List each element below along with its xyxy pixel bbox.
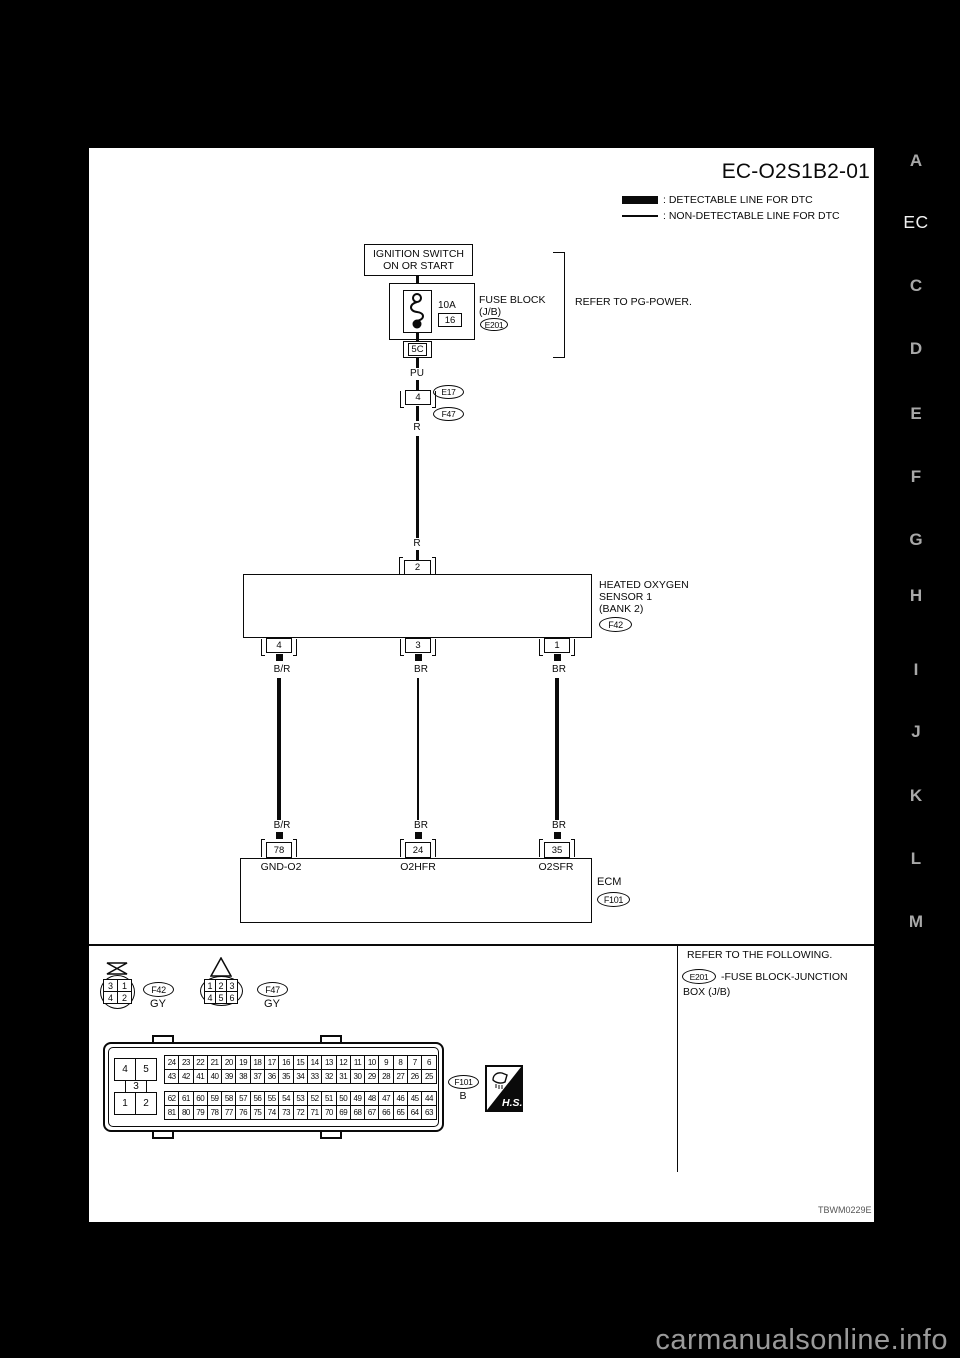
plug-tab: [152, 1035, 174, 1044]
pin-cell: 8: [393, 1055, 408, 1070]
pin-cell: 75: [250, 1105, 265, 1120]
pin-cell: 22: [193, 1055, 208, 1070]
refer-following-line1: -FUSE BLOCK-JUNCTION: [721, 971, 848, 983]
pin-cell: 68: [350, 1105, 365, 1120]
sensor-pin-2-connector: [404, 560, 431, 575]
plug-key-cell-5: 5: [135, 1058, 157, 1081]
wire-branch-2: [555, 678, 559, 820]
pin-cell: 21: [207, 1055, 222, 1070]
ecm-name-label: ECM: [597, 876, 622, 888]
f42-pin-grid: [103, 979, 132, 1004]
pin-cell: 10: [364, 1055, 379, 1070]
sensor-name-line1: HEATED OXYGEN: [599, 579, 689, 591]
f47-color-label: GY: [264, 998, 280, 1010]
pin-cell: 27: [393, 1069, 408, 1084]
wire-color-r-upper: R: [413, 422, 421, 433]
wire-long-run: [416, 436, 420, 538]
f47-key-triangle-icon: [210, 957, 232, 977]
ecm-pin-78-number: 78: [266, 842, 292, 858]
pin-cell: 70: [321, 1105, 336, 1120]
fuse-number-box: 16: [438, 313, 462, 327]
pg-power-bracket: [553, 252, 565, 358]
wire-color-br3-bottom: BR: [552, 820, 566, 831]
ecm-pin-78-connector: [266, 842, 292, 858]
wire-color-br3-top: BR: [552, 664, 566, 675]
pin-cell: 4: [204, 991, 216, 1004]
connector-tag-f42: F42: [599, 617, 632, 632]
refer-following-title: REFER TO THE FOLLOWING.: [687, 949, 833, 961]
plug-tab: [152, 1130, 174, 1139]
fuse-block-pin-5c-label: 5C: [408, 343, 426, 356]
pin-cell: 4: [103, 991, 118, 1004]
pin-cell: 53: [293, 1091, 308, 1106]
f42-color-label: GY: [150, 998, 166, 1010]
legend-non-detectable-label: : NON-DETECTABLE LINE FOR DTC: [663, 210, 840, 222]
plug-key-cell-2: 2: [135, 1092, 157, 1115]
pin-cell: 77: [221, 1105, 236, 1120]
pin-cell: 80: [178, 1105, 193, 1120]
pin-cell: 81: [164, 1105, 179, 1120]
wire-stub: [554, 832, 561, 839]
plug-pin-grid-upper: [164, 1055, 437, 1084]
pin-cell: 20: [221, 1055, 236, 1070]
pin-cell: 69: [336, 1105, 351, 1120]
pin-cell: 14: [307, 1055, 322, 1070]
pin-cell: 43: [164, 1069, 179, 1084]
hs-harness-side-icon: [485, 1065, 523, 1112]
pin-cell: 25: [421, 1069, 436, 1084]
ignition-switch-line1: IGNITION SWITCH: [373, 248, 464, 260]
sensor-pin-4-connector: [266, 638, 292, 653]
pin-cell: 71: [307, 1105, 322, 1120]
section-tab-a: A: [909, 151, 923, 170]
refer-pg-power-note: REFER TO PG-POWER.: [575, 296, 692, 308]
section-divider-horizontal: [89, 944, 874, 946]
sensor-pin-2-number: 2: [404, 560, 431, 575]
wiring-diagram-page: [89, 148, 874, 1222]
connector-tag-f47-detail: F47: [257, 982, 288, 997]
ecm-signal-o2hfr: O2HFR: [400, 861, 436, 873]
thin-line-swatch: [622, 215, 658, 218]
fuse-block-box: [389, 283, 475, 340]
ignition-switch-line2: ON OR START: [383, 260, 454, 272]
wire-color-br2-top: BR: [414, 664, 428, 675]
connector-tag-f42-detail: F42: [143, 982, 174, 997]
connector-tag-f101-detail: F101: [448, 1075, 479, 1089]
wire-stub: [554, 654, 561, 661]
pin-cell: 60: [193, 1091, 208, 1106]
pin-cell: 2: [215, 979, 227, 992]
wire-color-br1-top: B/R: [273, 664, 291, 675]
wire-color-br2-bottom: BR: [414, 820, 428, 831]
ecm-signal-o2sfr: O2SFR: [538, 861, 574, 873]
ecm-pin-24-connector: [405, 842, 431, 858]
diagram-title: EC-O2S1B2-01: [721, 160, 870, 183]
section-divider-vertical: [677, 945, 678, 1172]
pin-cell: 38: [235, 1069, 250, 1084]
f101-color-label: B: [459, 1090, 467, 1102]
connector-tag-e17: E17: [433, 385, 464, 399]
plug-key-cell-3: 3: [125, 1080, 147, 1093]
wire-branch-1: [417, 678, 419, 820]
pin-cell: 44: [421, 1091, 436, 1106]
ecm-pin-35-connector: [544, 842, 570, 858]
pin-cell: 67: [364, 1105, 379, 1120]
pin-cell: 46: [393, 1091, 408, 1106]
pin-cell: 78: [207, 1105, 222, 1120]
ecm-connector-face: [103, 1042, 444, 1132]
section-tab-ec: EC: [903, 212, 929, 232]
pin-cell: 62: [164, 1091, 179, 1106]
watermark-link[interactable]: carmanualsonline.info: [655, 1324, 948, 1356]
pin-cell: 34: [293, 1069, 308, 1084]
pin-cell: 3: [226, 979, 238, 992]
pin-cell: 37: [250, 1069, 265, 1084]
wire-color-r-lower: R: [413, 538, 421, 549]
pin-cell: 47: [378, 1091, 393, 1106]
pin-cell: 19: [235, 1055, 250, 1070]
pin-cell: 17: [264, 1055, 279, 1070]
sensor-pin-3-connector: [405, 638, 431, 653]
pin-cell: 63: [421, 1105, 436, 1120]
junction-pin-connector: [405, 390, 431, 405]
ecm-pin-24-number: 24: [405, 842, 431, 858]
section-tab-e: E: [910, 404, 922, 423]
sensor-pin-1-number: 1: [544, 638, 570, 653]
sensor-name-line2: SENSOR 1: [599, 591, 653, 603]
pin-cell: 73: [278, 1105, 293, 1120]
pin-cell: 6: [421, 1055, 436, 1070]
fuse-block-label-line2: (J/B): [479, 306, 502, 318]
pin-cell: 1: [117, 979, 132, 992]
pin-cell: 23: [178, 1055, 193, 1070]
pin-cell: 55: [264, 1091, 279, 1106]
fuse-element-box: [403, 290, 432, 333]
pin-cell: 26: [407, 1069, 422, 1084]
connector-tag-e201: E201: [480, 318, 508, 331]
f47-pin-grid: [204, 979, 238, 1004]
pin-cell: 54: [278, 1091, 293, 1106]
plug-tab: [320, 1130, 342, 1139]
pin-cell: 56: [250, 1091, 265, 1106]
pin-cell: 61: [178, 1091, 193, 1106]
plug-key-cell-4: 4: [114, 1058, 136, 1081]
wire-stub: [415, 654, 422, 661]
section-tab-i: I: [913, 660, 919, 679]
legend-detectable-label: : DETECTABLE LINE FOR DTC: [663, 194, 813, 206]
section-tab-h: H: [909, 586, 923, 605]
pin-cell: 24: [164, 1055, 179, 1070]
dtc-legend: [622, 192, 840, 224]
pin-cell: 65: [393, 1105, 408, 1120]
wire-color-br1-bottom: B/R: [273, 820, 291, 831]
pin-cell: 18: [250, 1055, 265, 1070]
pin-cell: 66: [378, 1105, 393, 1120]
section-tab-l: L: [910, 849, 922, 868]
pin-cell: 7: [407, 1055, 422, 1070]
pin-cell: 58: [221, 1091, 236, 1106]
pin-cell: 6: [226, 991, 238, 1004]
refer-following-line2: BOX (J/B): [683, 986, 731, 998]
plug-tab: [320, 1035, 342, 1044]
pin-cell: 2: [117, 991, 132, 1004]
pin-cell: 79: [193, 1105, 208, 1120]
pin-cell: 36: [264, 1069, 279, 1084]
ecm-signal-gnd-o2: GND-O2: [260, 861, 302, 873]
ignition-switch-box: [364, 244, 473, 276]
wire-stub: [276, 832, 283, 839]
plug-pin-grid-lower: [164, 1091, 437, 1120]
sensor-name-line3: (BANK 2): [599, 603, 644, 615]
pin-cell: 31: [336, 1069, 351, 1084]
wire-branch-0: [277, 678, 281, 820]
pin-cell: 15: [293, 1055, 308, 1070]
document-code: TBWM0229E: [818, 1205, 872, 1215]
section-tab-d: D: [909, 339, 923, 358]
pin-cell: 30: [350, 1069, 365, 1084]
pin-cell: 35: [278, 1069, 293, 1084]
pin-cell: 40: [207, 1069, 222, 1084]
f42-key-bowtie-icon: [106, 962, 128, 975]
section-tab-c: C: [909, 276, 923, 295]
sensor-pin-1-connector: [544, 638, 570, 653]
pin-cell: 39: [221, 1069, 236, 1084]
pin-cell: 41: [193, 1069, 208, 1084]
connector-tag-e201-detail: E201: [682, 969, 716, 984]
pin-cell: 42: [178, 1069, 193, 1084]
thick-line-swatch: [622, 196, 658, 204]
pin-cell: 76: [235, 1105, 250, 1120]
plug-key-cell-1: 1: [114, 1092, 136, 1115]
pin-cell: 48: [364, 1091, 379, 1106]
fuse-block-pin-5c: [403, 341, 432, 358]
heated-oxygen-sensor-box: [243, 574, 592, 638]
pin-cell: 64: [407, 1105, 422, 1120]
section-tab-j: J: [911, 722, 921, 741]
wire-5c-down: [416, 358, 420, 368]
section-tab-g: G: [909, 530, 923, 549]
section-tab-f: F: [910, 467, 922, 486]
pin-cell: 12: [336, 1055, 351, 1070]
pin-cell: 13: [321, 1055, 336, 1070]
fuse-icon: [404, 291, 430, 331]
wire-color-pu: PU: [410, 368, 424, 379]
junction-pin-number: 4: [405, 390, 431, 405]
wire-stub: [415, 832, 422, 839]
pin-cell: 72: [293, 1105, 308, 1120]
pin-cell: 33: [307, 1069, 322, 1084]
pin-cell: 50: [336, 1091, 351, 1106]
pin-cell: 3: [103, 979, 118, 992]
sensor-pin-3-number: 3: [405, 638, 431, 653]
pin-cell: 49: [350, 1091, 365, 1106]
pin-cell: 16: [278, 1055, 293, 1070]
pin-cell: 45: [407, 1091, 422, 1106]
ecm-pin-35-number: 35: [544, 842, 570, 858]
section-tab-k: K: [909, 786, 923, 805]
pin-cell: 9: [378, 1055, 393, 1070]
connector-tag-f101: F101: [597, 892, 630, 907]
pin-cell: 32: [321, 1069, 336, 1084]
section-tab-m: M: [908, 912, 924, 931]
pin-cell: 59: [207, 1091, 222, 1106]
pin-cell: 52: [307, 1091, 322, 1106]
wire-pu-segment: [416, 380, 420, 390]
pin-cell: 57: [235, 1091, 250, 1106]
pin-cell: 28: [378, 1069, 393, 1084]
pin-cell: 74: [264, 1105, 279, 1120]
pin-cell: 29: [364, 1069, 379, 1084]
legend-row-non-detectable: [622, 208, 840, 224]
pin-cell: 1: [204, 979, 216, 992]
wire-below-junction: [416, 406, 420, 421]
legend-row-detectable: [622, 192, 840, 208]
pin-cell: 51: [321, 1091, 336, 1106]
pin-cell: 5: [215, 991, 227, 1004]
connector-tag-f47: F47: [433, 407, 464, 421]
hs-label: H.S.: [502, 1097, 523, 1109]
wire-stub: [276, 654, 283, 661]
fuse-rating-label: 10A: [438, 300, 456, 311]
pin-cell: 11: [350, 1055, 365, 1070]
sensor-pin-4-number: 4: [266, 638, 292, 653]
fuse-block-label-line1: FUSE BLOCK: [479, 294, 546, 306]
